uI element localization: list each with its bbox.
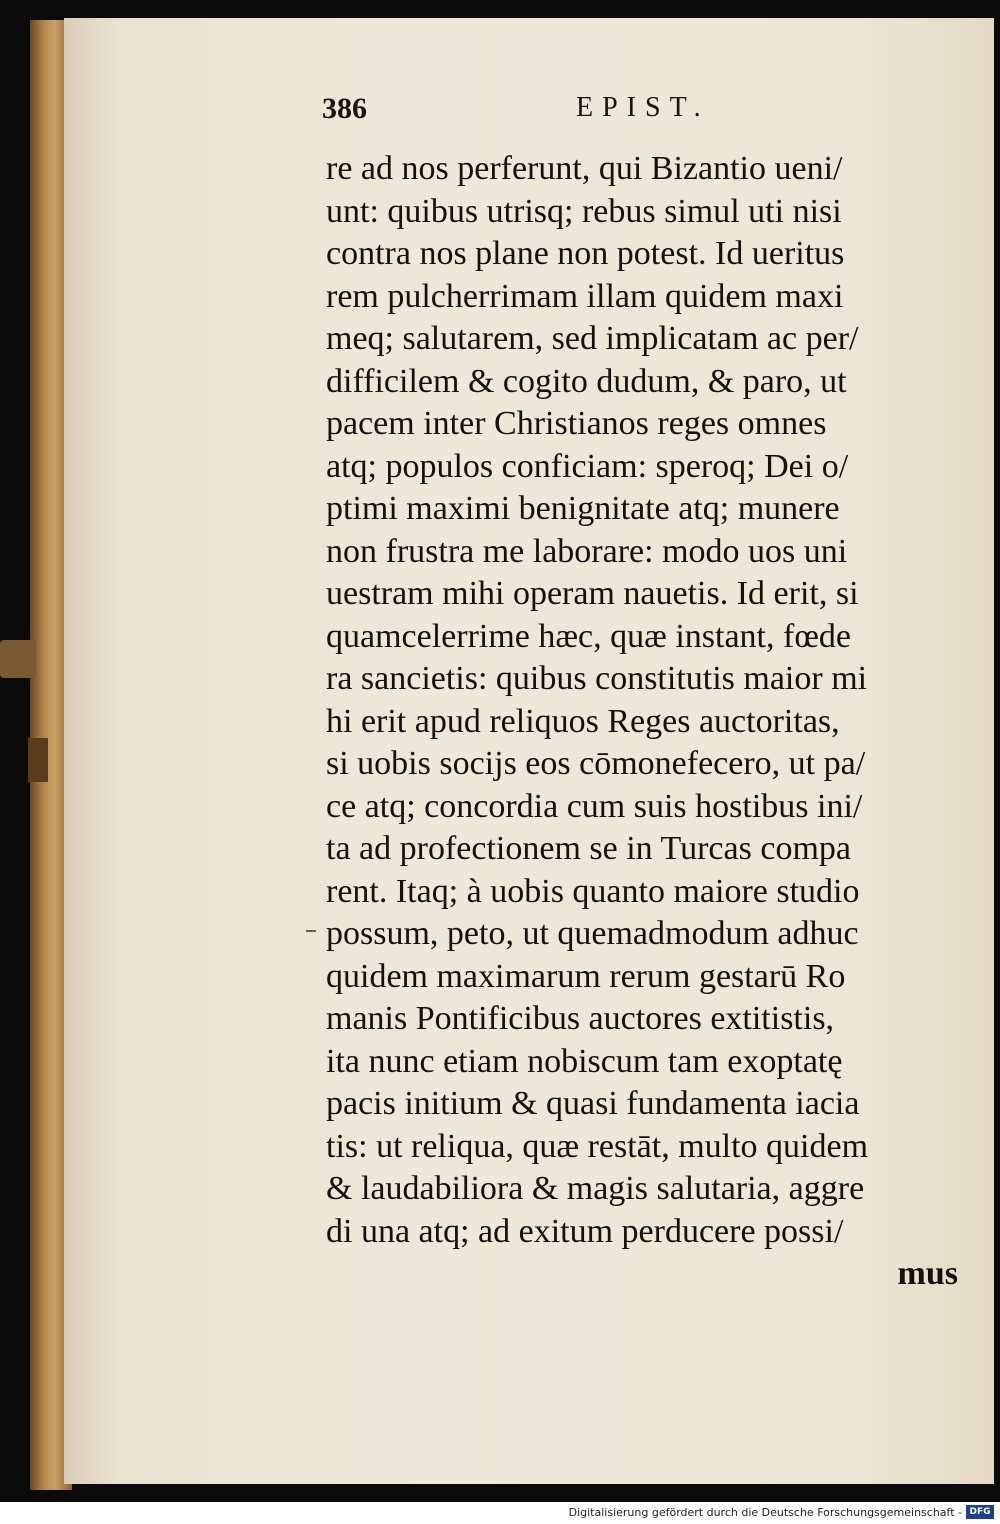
text-line: di una atq; ad exitum perducere possi/ — [326, 1212, 844, 1250]
dfg-logo-icon: DFG — [966, 1505, 994, 1519]
text-line: & laudabiliora & magis salutaria, aggre — [326, 1170, 865, 1207]
catchword: mus — [897, 1255, 958, 1292]
digitization-footer — [0, 1502, 1000, 1524]
text-line: rent. Itaq; à uobis quanto maiore studio — [326, 872, 860, 910]
page-header — [318, 92, 958, 132]
text-line: uestram mihi operam nauetis. Id erit, si — [326, 575, 859, 612]
text-line: tis: ut reliqua, quæ restāt, multo quidem — [326, 1127, 869, 1165]
clasp-strap — [0, 640, 36, 678]
text-line: manis Pontificibus auctores extitistis, — [326, 1000, 835, 1037]
clasp-strap-lower — [28, 738, 48, 782]
text-line: possum, peto, ut quemadmodum adhuc — [326, 915, 859, 952]
body-text — [326, 148, 966, 1296]
text-line: ce atq; concordia cum suis hostibus ini/ — [326, 787, 863, 825]
text-line: unt: quibus utrisq; rebus simul uti nisi — [326, 192, 842, 230]
text-line: difficilem & cogito dudum, & paro, ut — [326, 362, 847, 400]
text-line: quamcelerrime hæc, quæ instant, fœde — [326, 617, 851, 655]
text-line: non frustra me laborare: modo uos uni — [326, 532, 848, 570]
text-line: ta ad profectionem se in Turcas compa — [326, 830, 851, 867]
text-line: pacis initium & quasi fundamenta iacia — [326, 1085, 860, 1122]
funding-credit: Digitalisierung gefördert durch die Deutsche Forschungsgemeinschaft - — [568, 1506, 962, 1519]
text-line: quidem maximarum rerum gestarū Ro — [326, 957, 846, 995]
text-line: atq; populos conficiam: speroq; Dei o/ — [326, 447, 849, 485]
text-line: rem pulcherrimam illam quidem maxi — [326, 277, 844, 315]
text-line: pacem inter Christianos reges omnes — [326, 405, 827, 442]
text-line: ita nunc etiam nobiscum tam exoptatę — [326, 1042, 843, 1080]
running-head: EPIST. — [576, 92, 710, 123]
text-line: re ad nos perferunt, qui Bizantio ueni/ — [326, 150, 843, 187]
page-number: 386 — [322, 92, 367, 125]
text-line: ra sancietis: quibus constitutis maior mi — [326, 660, 868, 697]
text-line: contra nos plane non potest. Id ueritus — [326, 235, 845, 272]
text-line: ptimi maximi benignitate atq; munere — [326, 490, 840, 527]
text-line: si uobis socijs eos cōmonefecero, ut pa/ — [326, 745, 866, 782]
text-line: meq; salutarem, sed implicatam ac per/ — [326, 320, 859, 357]
margin-mark — [306, 930, 316, 932]
text-line: hi erit apud reliquos Reges auctoritas, — [326, 702, 840, 740]
